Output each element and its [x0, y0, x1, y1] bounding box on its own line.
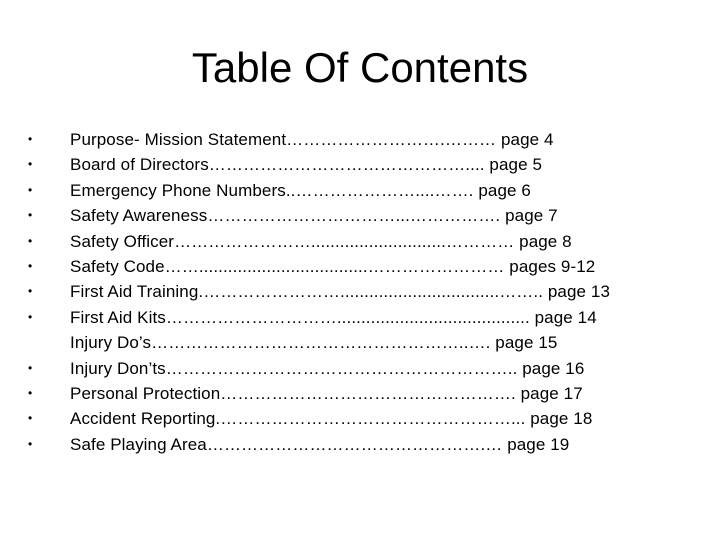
bullet-icon: •: [28, 385, 33, 400]
toc-entry-text: Injury Don’ts…………………………………………………….. page 16: [70, 358, 585, 378]
toc-entry-text: Injury Do’s………………………………………………..…. page 15: [70, 333, 558, 353]
toc-entry-safety-awareness: [28, 203, 688, 228]
toc-entry-text: First Aid Training.…………………….................................…….. page 13: [70, 282, 611, 302]
toc-entry-personal-protection: [28, 381, 688, 406]
toc-entry-accident-reporting: [28, 406, 688, 431]
toc-entry-first-aid-kits: [28, 305, 688, 330]
bullet-icon: •: [28, 411, 33, 426]
bullet-icon: •: [28, 284, 33, 299]
bullet-icon: •: [28, 182, 33, 197]
bullet-icon: •: [28, 436, 33, 451]
toc-entry-text: Board of Directors……………………………………….... page 5: [70, 155, 543, 175]
table-of-contents-list: [28, 127, 688, 457]
toc-entry-text: Personal Protection……………………………………………. page 17: [70, 383, 583, 403]
bullet-icon: •: [28, 309, 33, 324]
page-title: Table Of Contents: [191, 44, 529, 91]
toc-entry-text: Emergency Phone Numbers..…………………....……. page 6: [70, 180, 531, 200]
toc-entry-injury-donts: [28, 356, 688, 381]
toc-entry-text: Safety Officer……………………............................………… page 8: [70, 231, 572, 251]
toc-entry-text: First Aid Kits…………………………........................................ page 14: [70, 307, 597, 327]
toc-entry-text: Safety Awareness……………………………...……………. page 7: [70, 206, 558, 226]
toc-entry-safety-code: [28, 254, 688, 279]
bullet-icon: •: [28, 360, 33, 375]
toc-entry-injury-dos: [28, 330, 688, 355]
toc-entry-safety-officer: [28, 229, 688, 254]
toc-entry-text: Safety Code……...................................…………………… pages 9-12: [70, 256, 596, 276]
bullet-icon: •: [28, 233, 33, 248]
toc-entry-text: Safe Playing Area………………………………………….… page 19: [70, 434, 570, 454]
toc-entry-text: Accident Reporting.……………………………………………... page 18: [70, 409, 593, 429]
toc-entry-purpose: [28, 127, 688, 152]
toc-entry-emergency-phone: [28, 178, 688, 203]
toc-entry-safe-playing-area: [28, 432, 688, 457]
bullet-icon: •: [28, 208, 33, 223]
toc-entry-text: Purpose- Mission Statement……………………….……… page 4: [70, 130, 554, 149]
bullet-icon: •: [28, 157, 33, 172]
toc-entry-board: [28, 152, 688, 177]
bullet-icon: •: [28, 258, 33, 273]
bullet-icon: •: [28, 132, 33, 146]
toc-entry-first-aid-training: [28, 279, 688, 304]
